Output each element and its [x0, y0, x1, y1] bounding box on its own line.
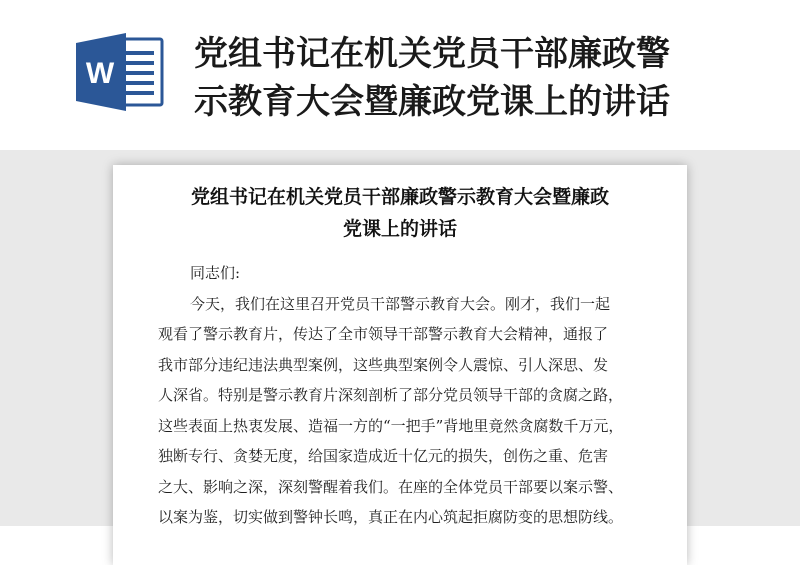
paragraph-line: 今天，我们在这里召开党员干部警示教育大会。刚才，我们一起	[190, 294, 611, 313]
header	[0, 0, 800, 150]
word-icon	[76, 33, 164, 111]
document-title	[113, 181, 687, 245]
header-title-line-1: 党组书记在机关党员干部廉政警	[194, 34, 670, 74]
paragraph-line: 以案为鉴，切实做到警钟长鸣，真正在内心筑起拒腐防变的思想防线。	[158, 508, 624, 526]
paragraph-line: 观看了警示教育片，传达了全市领导干部警示教育大会精神，通报了	[158, 325, 609, 343]
paragraph-line: 人深省。特别是警示教育片深刻剖析了部分党员领导干部的贪腐之路，	[158, 386, 624, 404]
body-paragraph	[158, 289, 648, 533]
header-title-line-2: 示教育大会暨廉政党课上的讲话	[194, 82, 670, 122]
document-title-line-1: 党组书记在机关党员干部廉政警示教育大会暨廉政	[190, 186, 609, 208]
paragraph-line: 我市部分违纪违法典型案例，这些典型案例令人震惊、引人深思、发	[158, 355, 609, 374]
paragraph-line: 这些表面上热衷发展、造福一方的“一把手”背地里竟然贪腐数千万元，	[158, 416, 624, 435]
header-title	[194, 30, 774, 126]
document-title-line-2: 党课上的讲话	[342, 218, 457, 240]
paragraph-line: 独断专行、贪婪无度，给国家造成近十亿元的损失，创伤之重、危害	[158, 447, 609, 465]
document-page	[113, 165, 687, 565]
document-body	[158, 258, 648, 533]
svg-text:W: W	[85, 57, 115, 90]
paragraph-line: 之大、影响之深，深刻警醒着我们。在座的全体党员干部要以案示警、	[158, 477, 624, 496]
salutation: 同志们:	[190, 264, 241, 282]
